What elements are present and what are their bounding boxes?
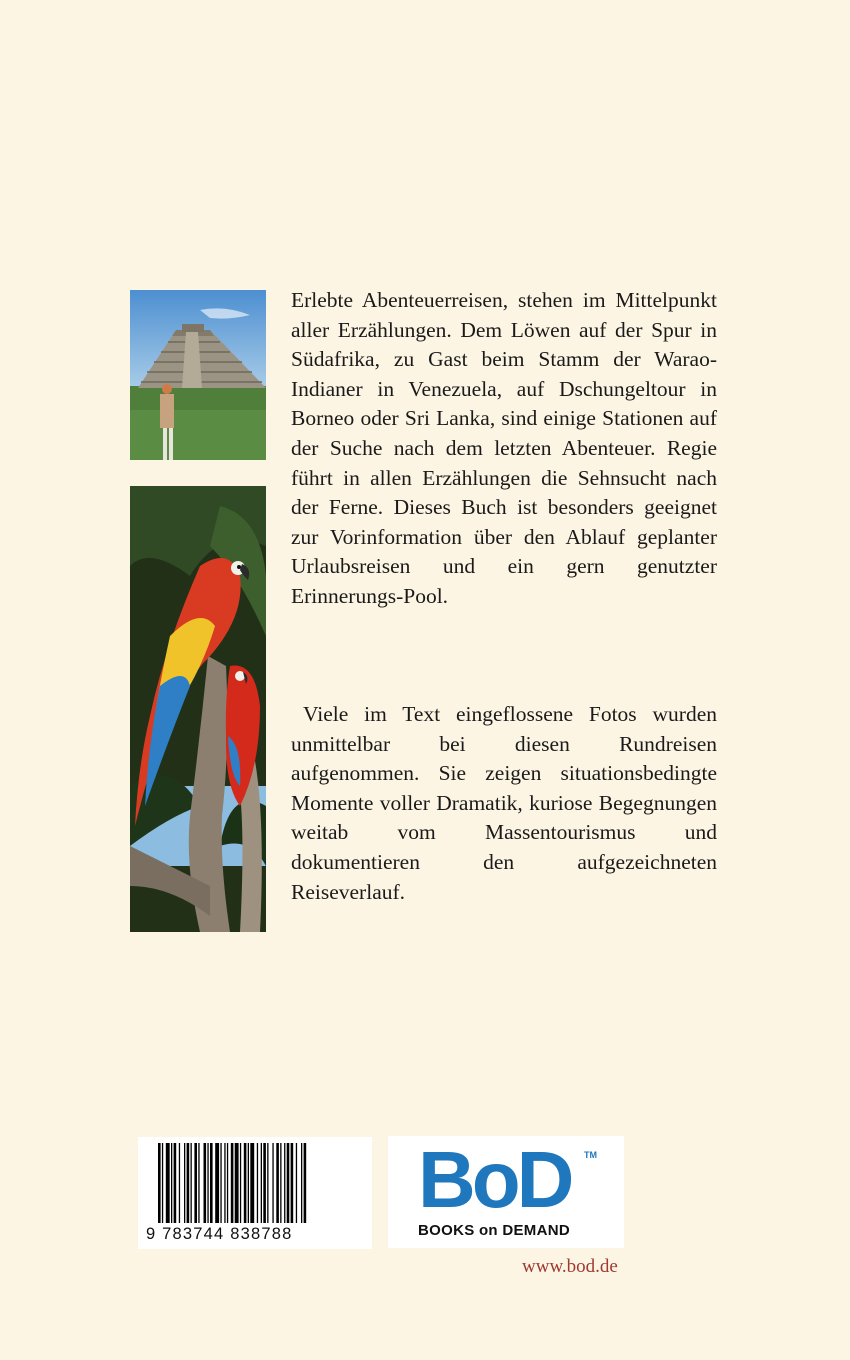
barcode-bar <box>263 1143 266 1223</box>
barcode-bar <box>224 1143 225 1223</box>
barcode-bar <box>261 1143 262 1223</box>
barcode-bar <box>248 1143 249 1223</box>
publisher-logo <box>388 1136 624 1248</box>
barcode-bar <box>291 1143 294 1223</box>
barcode-bar <box>250 1143 254 1223</box>
barcode-bar <box>198 1143 199 1223</box>
barcode-bars <box>158 1143 358 1223</box>
barcode-bar <box>240 1143 241 1223</box>
barcode-bar <box>231 1143 234 1223</box>
barcode-bar <box>280 1143 281 1223</box>
barcode-bar <box>187 1143 190 1223</box>
barcode-bar <box>276 1143 279 1223</box>
description-paragraph-2: Viele im Text eingeflossene Fotos wurden unmittelbar bei diesen Rundreisen aufgenommen. Sie zeigen situationsbedingte Momente voller Dramatik, kuriose Begegnungen weitab vom Massentourismus und dokumentieren den aufgezeichneten Reiseverlauf. <box>291 702 717 904</box>
isbn-barcode <box>138 1137 372 1249</box>
barcode-bar <box>301 1143 302 1223</box>
barcode-bar <box>267 1143 268 1223</box>
bod-logo-text: BoD <box>418 1135 571 1224</box>
barcode-bar <box>166 1143 170 1223</box>
barcode-bar <box>171 1143 172 1223</box>
barcode-bar <box>287 1143 290 1223</box>
barcode-bar <box>227 1143 228 1223</box>
barcode-bar <box>220 1143 221 1223</box>
isbn-number: 9 783744 838788 <box>146 1225 293 1243</box>
barcode-bar <box>272 1143 273 1223</box>
parrots-photo <box>130 486 266 932</box>
barcode-bar <box>244 1143 247 1223</box>
barcode-bar <box>207 1143 208 1223</box>
barcode-bar <box>191 1143 192 1223</box>
publisher-tagline: BOOKS on DEMAND <box>418 1222 570 1239</box>
description-paragraph-1: Erlebte Abenteuerreisen, stehen im Mittelpunkt aller Erzählungen. Dem Löwen auf der Spur in Südafrika, zu Gast beim Stamm der Warao-Indianer in Venezuela, auf Dschungeltour in Borneo oder Sri Lanka, sind einige Stationen auf der Suche nach dem letzten Abenteuer. Regie führt in allen Erzählungen die Sehnsucht nach der Ferne. Dieses Buch ist besonders geeignet zur Vorinformation über den Ablauf geplanter Urlaubsreisen und ein gern genutzter Erinnerungs-Pool. <box>291 288 717 608</box>
barcode-bar <box>284 1143 285 1223</box>
barcode-bar <box>215 1143 219 1223</box>
barcode-bar <box>204 1143 207 1223</box>
barcode-bar <box>304 1143 307 1223</box>
barcode-bar <box>235 1143 239 1223</box>
barcode-bar <box>158 1143 161 1223</box>
pyramid-photo <box>130 290 266 460</box>
barcode-bar <box>194 1143 197 1223</box>
barcode-bar <box>174 1143 177 1223</box>
barcode-bar <box>210 1143 213 1223</box>
publisher-website[interactable]: www.bod.de <box>522 1256 618 1277</box>
barcode-bar <box>296 1143 297 1223</box>
barcode-bar <box>179 1143 180 1223</box>
trademark-mark: TM <box>584 1150 597 1160</box>
barcode-bar <box>184 1143 185 1223</box>
barcode-bar <box>257 1143 258 1223</box>
barcode-bar <box>162 1143 163 1223</box>
